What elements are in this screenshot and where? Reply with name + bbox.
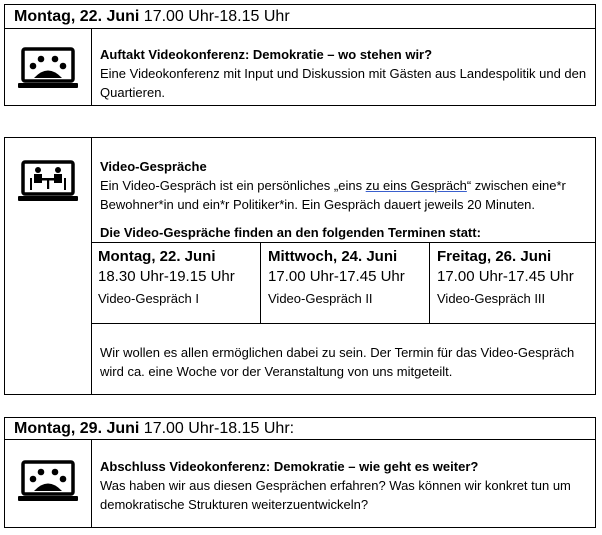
date-title: Freitag, 26. Juni — [437, 248, 552, 265]
event-date: Montag, 22. Juni — [14, 8, 140, 25]
icon-cell — [5, 440, 92, 527]
event-time: 17.00 Uhr-18.15 Uhr: — [139, 420, 295, 437]
date-column — [91, 243, 261, 323]
event-text-part: “ zwischen eine*r Bewohner*in und ein*r Politiker*in. Ein Gespräch dauert jeweils 20 Minuten. — [100, 178, 566, 212]
event-text — [100, 176, 587, 214]
event-text: Eine Videokonferenz mit Input und Diskussion mit Gästen aus Landespolitik und den Quartieren. — [100, 66, 587, 100]
date-label: Video-Gespräch III — [437, 291, 546, 306]
video-talks-intro — [100, 157, 587, 242]
event-time: 17.00 Uhr-18.15 Uhr — [139, 8, 290, 25]
video-talk-icon — [17, 160, 79, 204]
video-conference-icon — [17, 47, 79, 91]
date-time: 18.30 Uhr-19.15 Uhr — [98, 268, 235, 285]
event-text-part: Ein Video-Gespräch ist ein persönliches „eins — [100, 178, 366, 193]
icon-cell — [5, 138, 92, 394]
date-label: Video-Gespräch II — [268, 291, 373, 306]
date-title: Mittwoch, 24. Juni — [268, 248, 398, 265]
date-label: Video-Gespräch I — [98, 291, 199, 306]
event-table-closing — [4, 417, 596, 528]
event-title: Abschluss Videokonferenz: Demokratie – wie geht es weiter? — [100, 459, 479, 474]
event-date-header — [5, 5, 595, 29]
date-column — [430, 243, 595, 323]
date-column — [261, 243, 430, 323]
event-date-header — [5, 418, 595, 440]
event-text: Was haben wir aus diesen Gesprächen erfahren? Was können wir konkret tun um demokratische Strukturen weiterzuentwickeln? — [100, 478, 571, 512]
date-title: Montag, 22. Juni — [98, 248, 216, 265]
event-date: Montag, 29. Juni — [14, 420, 140, 437]
dates-row — [91, 242, 595, 324]
dates-heading: Die Video-Gespräche finden an den folgenden Terminen statt: — [100, 225, 481, 240]
event-title: Auftakt Videokonferenz: Demokratie – wo stehen wir? — [100, 47, 433, 62]
icon-cell — [5, 29, 92, 105]
date-time: 17.00 Uhr-17.45 Uhr — [268, 268, 405, 285]
video-talks-note: Wir wollen es allen ermöglichen dabei zu sein. Der Termin für das Video-Gespräch wird ca. eine Woche vor der Veranstaltung von uns mitgeteilt. — [100, 345, 575, 379]
event-table-kickoff — [4, 4, 596, 106]
video-conference-icon — [17, 460, 79, 504]
event-description — [100, 457, 587, 514]
event-text-underlined: zu eins Gespräch — [365, 178, 467, 193]
event-description — [100, 45, 587, 102]
date-time: 17.00 Uhr-17.45 Uhr — [437, 268, 574, 285]
event-title: Video-Gespräche — [100, 159, 207, 174]
event-table-video-talks — [4, 137, 596, 395]
